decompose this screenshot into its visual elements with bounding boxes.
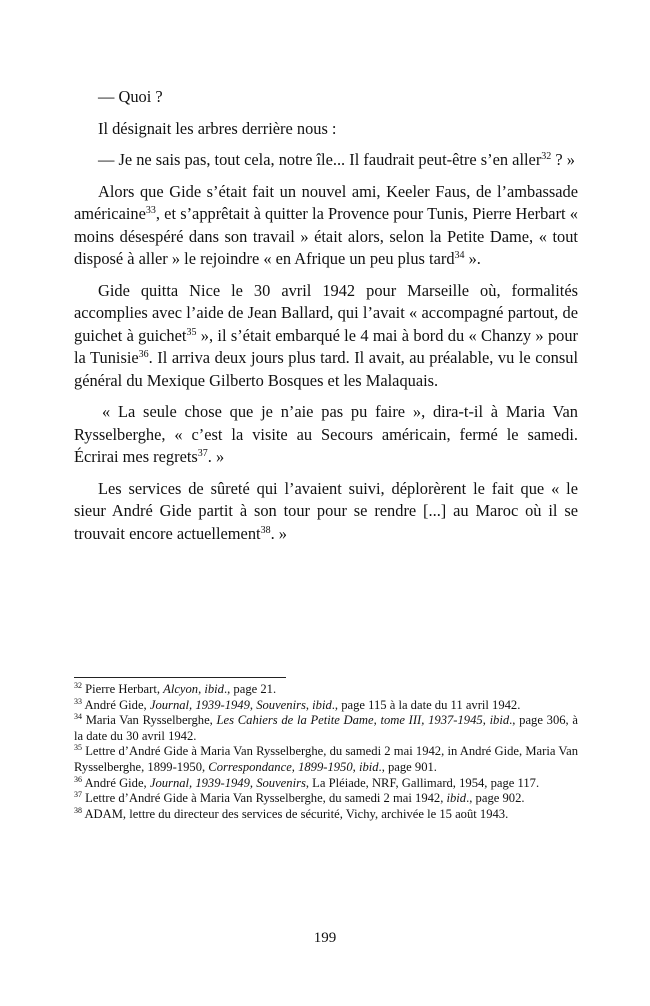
footnote <box>74 791 578 807</box>
paragraph <box>74 478 578 546</box>
footnote-ref: 38 <box>260 524 271 536</box>
text-run: — Quoi ? <box>98 87 163 106</box>
footnote-separator <box>74 677 286 678</box>
footnote-number: 37 <box>74 790 82 800</box>
page-number: 199 <box>313 930 337 946</box>
text-run: ? » <box>551 150 575 169</box>
paragraph <box>74 280 578 393</box>
text-run: Lettre d’André Gide à Maria Van Rysselberghe, du samedi 2 mai 1942, in André Gide, Maria Van Rysselberghe, 1899-1950, <box>74 744 578 774</box>
text-run: , <box>198 682 205 696</box>
italic-title: Correspondance, 1899-1950 <box>208 759 353 774</box>
footnote <box>74 807 578 823</box>
text-run: , <box>249 697 257 712</box>
italic-title: ibid <box>446 791 467 806</box>
footnote-ref: 32 <box>541 151 552 162</box>
italic-title: ibid <box>204 682 224 696</box>
main-text <box>74 86 578 545</box>
italic-title: Journal, 1939-1949, Souvenirs <box>149 775 306 790</box>
footnote-ref: 36 <box>138 349 149 360</box>
text-run: , <box>352 759 359 774</box>
footnote <box>74 698 578 714</box>
text-run: André Gide, <box>82 697 150 712</box>
italic-title: Journal, 1939-1949 <box>149 697 250 712</box>
footnote-number: 33 <box>74 696 82 706</box>
italic-title: Souvenirs <box>256 697 306 712</box>
footnote-ref: 37 <box>197 448 208 459</box>
italic-title: ibid <box>358 759 379 774</box>
italic-title: Les Cahiers de la Petite Dame, tome III, 1937-1945 <box>216 713 483 728</box>
footnote-number: 38 <box>74 805 82 815</box>
text-run: . » <box>270 523 287 543</box>
footnote-number: 35 <box>74 743 82 753</box>
footnote-ref: 34 <box>454 250 465 261</box>
paragraph <box>74 401 578 469</box>
text-run: Maria Van Rysselberghe, <box>82 713 217 728</box>
footnote-number: 32 <box>74 681 82 690</box>
page-body <box>74 86 578 554</box>
italic-title: ibid <box>489 713 510 728</box>
footnote-ref: 35 <box>186 326 197 338</box>
footnote <box>74 744 578 775</box>
paragraph <box>74 181 578 271</box>
text-run: ., page 21. <box>223 682 277 696</box>
text-run: , et s’apprêtait à quitter la Provence pour Tunis, Pierre Herbart « moins désespéré dans son travail » était alors, selon la Petite Dame, « tout disposé à aller » le rejoindre « en Afrique un peu plus tard <box>74 204 578 268</box>
text-run: ADAM, lettre du directeur des services de sécurité, Vichy, archivée le 15 août 1943. <box>82 806 509 821</box>
text-run: , <box>305 697 313 712</box>
paragraph <box>74 86 578 109</box>
text-run: Les services de sûreté qui l’avaient suivi, déplorèrent le fait que « le sieur André Gide partit à son tour pour se rendre [...] au Maroc où il se trouvait encore actuellement <box>74 478 578 543</box>
text-run: ., page 115 à la date du 11 avril 1942. <box>331 697 521 712</box>
text-run: , <box>482 713 490 728</box>
text-run: Pierre Herbart, <box>82 682 164 696</box>
footnote-ref: 33 <box>145 205 156 216</box>
text-run: Gide quitta Nice le 30 avril 1942 pour Marseille où, formalités accomplies avec l’aide de Jean Ballard, qui l’avait « accompagné partout, de guichet à guichet <box>74 280 578 345</box>
italic-title: ibid <box>312 697 332 712</box>
text-run: « La seule chose que je n’aie pas pu faire », dira-t-il à Maria Van Rysselberghe, « c’est la visite au Secours américain, fermé le samedi. Écrirai mes regrets <box>74 402 578 466</box>
text-run: . » <box>207 447 225 466</box>
text-run: ., page 306, à la date du 30 avril 1942. <box>74 713 578 743</box>
text-run: ., page 901. <box>378 759 437 774</box>
paragraph <box>74 118 578 141</box>
footnote <box>74 776 578 792</box>
text-run: . Il arriva deux jours plus tard. Il avait, au préalable, vu le consul général du Mexique Gilberto Bosques et les Malaquais. <box>74 348 578 390</box>
text-run: Il désignait les arbres derrière nous : <box>98 118 337 138</box>
footnote <box>74 713 578 744</box>
text-run: ». <box>464 249 481 268</box>
text-run: — Je ne sais pas, tout cela, notre île... Il faudrait peut-être s’en aller <box>98 150 542 169</box>
footnote-number: 36 <box>74 774 82 784</box>
text-run: Lettre d’André Gide à Maria Van Rysselberghe, du samedi 2 mai 1942, <box>82 791 447 806</box>
text-run: Alors que Gide s’était fait un nouvel ami, Keeler Faus, de l’ambassade américaine <box>74 181 578 223</box>
text-run: , La Pléiade, NRF, Gallimard, 1954, page 117. <box>305 775 540 790</box>
footnote <box>74 682 578 698</box>
text-run: André Gide, <box>82 775 150 790</box>
paragraph <box>74 149 578 172</box>
footnote-number: 34 <box>74 712 82 722</box>
footnotes <box>74 682 578 822</box>
text-run: », il s’était embarqué le 4 mai à bord du « Chanzy » pour la Tunisie <box>74 325 578 367</box>
text-run: ., page 902. <box>466 791 525 806</box>
italic-title: Alcyon <box>163 682 199 696</box>
